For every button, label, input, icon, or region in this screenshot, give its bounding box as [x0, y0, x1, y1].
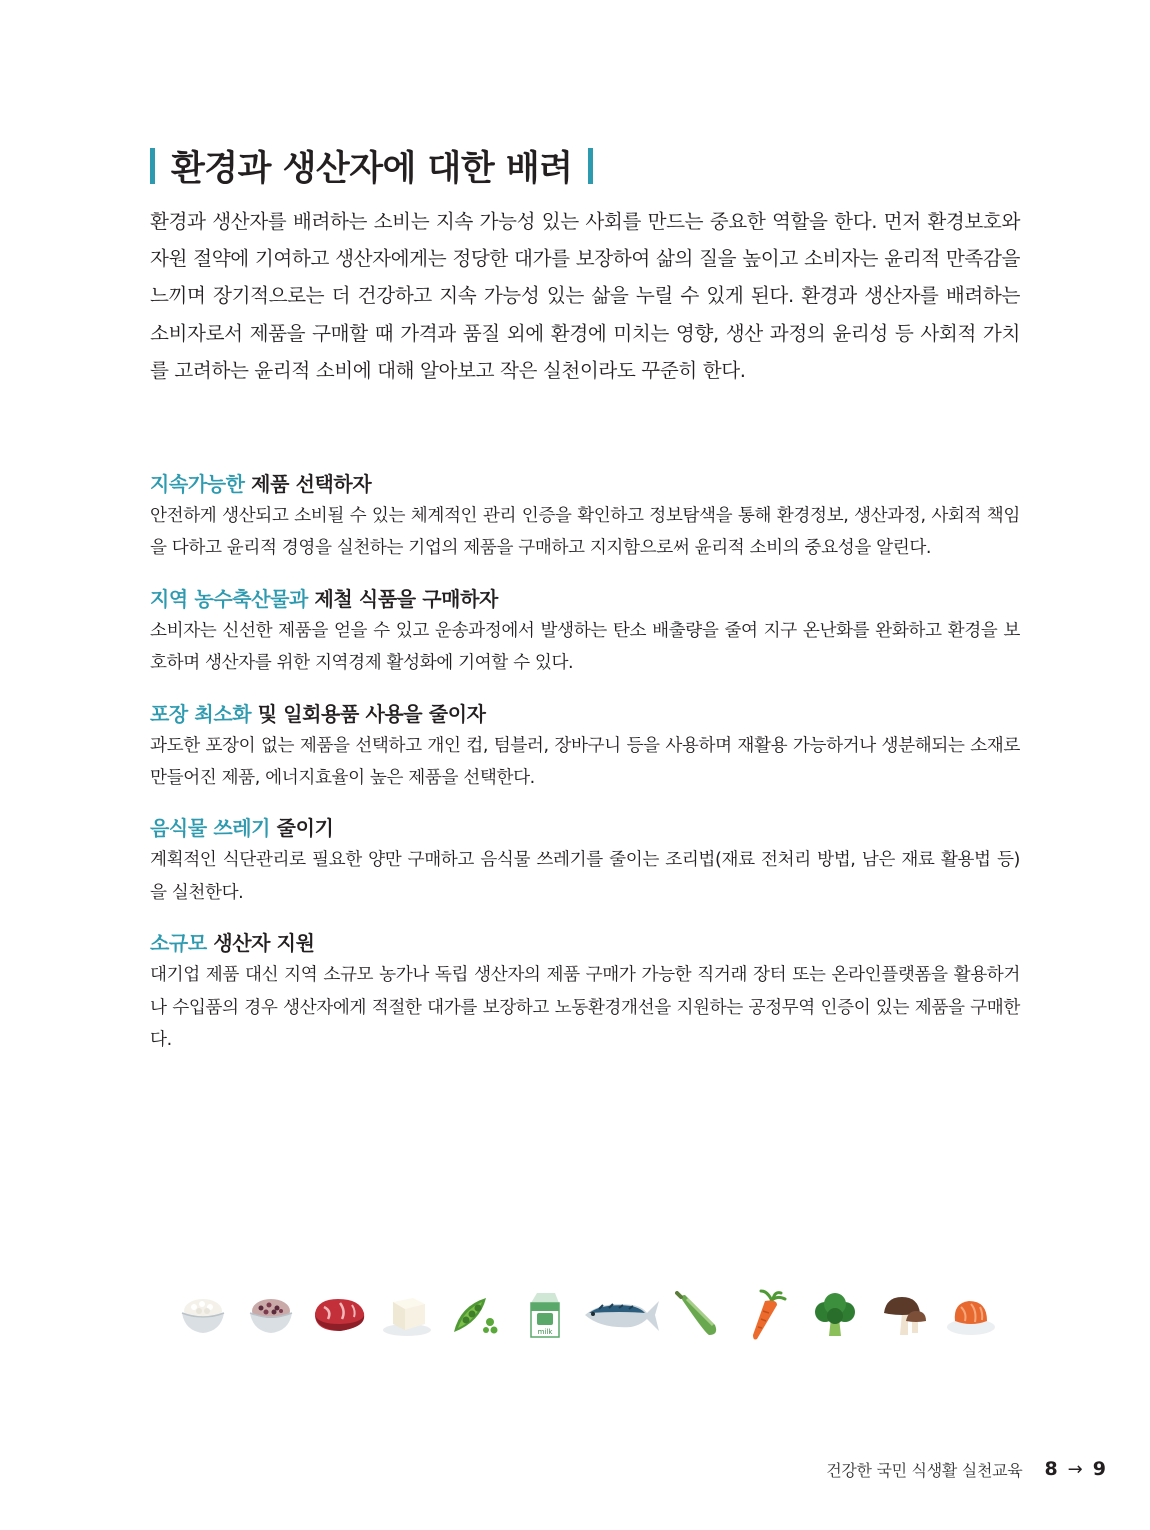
food-icon-strip: [172, 1284, 1002, 1346]
page-title: [150, 138, 593, 194]
section-body: 대기업 제품 대신 지역 소규모 농가나 독립 생산자의 제품 구매가 가능한 직거래 장터 또는 온라인플랫폼을 활용하거나 수입품의 경우 생산자에게 적절한 대가를 보장하고 노동환경개선을 지원하는 공정무역 인증이 있는 제품을 구매한다.: [150, 965, 1020, 1051]
page-footer: [826, 1454, 1106, 1484]
title-bar-right: [588, 148, 593, 184]
zucchini-icon: [668, 1285, 730, 1345]
section-local-seasonal-food: [150, 583, 1020, 680]
section-heading: [150, 698, 1020, 730]
carrot-icon: [736, 1285, 798, 1345]
title-bar-left: [150, 148, 155, 184]
intro-paragraph: 환경과 생산자를 배려하는 소비는 지속 가능성 있는 사회를 만드는 중요한 역할을 한다. 먼저 환경보호와 자원 절약에 기여하고 생산자에게는 정당한 대가를 보장하여 삶의 질을 높이고 소비자는 윤리적 만족감을 느끼며 장기적으로는 더 건강하고 지속 가능성 있는 삶을 누릴 수 있게 된다. 환경과 생산자를 배려하는 소비자로서 제품을 구매할 때 가격과 품질 외에 환경에 미치는 영향, 생산 과정의 윤리성 등 사회적 가치를 고려하는 윤리적 소비에 대해 알아보고 작은 실천이라도 꾸준히 한다.: [150, 210, 1020, 382]
section-heading: [150, 812, 1020, 844]
footer-publication-title: 건강한 국민 식생활 실천교육: [826, 1460, 1023, 1480]
section-heading-accent: 지역 농수축산물과: [150, 586, 308, 611]
section-heading-rest: 생산자 지원: [206, 931, 315, 956]
section-heading-accent: 음식물 쓰레기: [150, 816, 271, 841]
sections-list: [150, 468, 1020, 1074]
tofu-icon: [376, 1285, 438, 1345]
rice-bowl-icon: [172, 1285, 234, 1345]
section-heading-rest: 및 일회용품 사용을 줄이자: [251, 701, 486, 726]
footer-page-right: 9: [1092, 1458, 1106, 1480]
multigrain-rice-bowl-icon: [240, 1285, 302, 1345]
milk-label: milk: [537, 1328, 553, 1336]
section-minimize-packaging: [150, 698, 1020, 795]
milk-carton-icon: [512, 1285, 574, 1345]
section-heading-rest: 줄이기: [270, 816, 334, 841]
raw-meat-icon: [308, 1285, 370, 1345]
section-support-small-producers: [150, 927, 1020, 1056]
pea-pod-icon: [444, 1285, 506, 1345]
broccoli-icon: [804, 1285, 866, 1345]
section-heading: [150, 468, 1020, 500]
mushroom-icon: [872, 1285, 934, 1345]
page-title-text: 환경과 생산자에 대한 배려: [171, 149, 573, 189]
section-body: 과도한 포장이 없는 제품을 선택하고 개인 컵, 텀블러, 장바구니 등을 사용하며 재활용 가능하거나 생분해되는 소재로 만들어진 제품, 에너지효율이 높은 제품을 선택한다.: [150, 735, 1020, 789]
salmon-fillet-icon: [940, 1285, 1002, 1345]
section-heading-rest: 제철 식품을 구매하자: [307, 586, 498, 611]
section-body: 소비자는 신선한 제품을 얻을 수 있고 운송과정에서 발생하는 탄소 배출량을 줄여 지구 온난화를 완화하고 환경을 보호하며 생산자를 위한 지역경제 활성화에 기여할 수 있다.: [150, 620, 1020, 674]
section-body: 계획적인 식단관리로 필요한 양만 구매하고 음식물 쓰레기를 줄이는 조리법(재료 전처리 방법, 남은 재료 활용법 등)을 실천한다.: [150, 850, 1020, 903]
section-heading: [150, 927, 1020, 959]
section-sustainable-products: [150, 468, 1020, 565]
section-heading-rest: 제품 선택하자: [244, 472, 372, 496]
mackerel-icon: [580, 1285, 662, 1345]
section-heading: [150, 583, 1020, 615]
section-body: 안전하게 생산되고 소비될 수 있는 체계적인 관리 인증을 확인하고 정보탐색을 통해 환경정보, 생산과정, 사회적 책임을 다하고 윤리적 경영을 실천하는 기업의 제품을 구매하고 지지함으로써 윤리적 소비의 중요성을 알린다.: [150, 506, 1020, 559]
arrow-right-icon: →: [1067, 1458, 1083, 1480]
section-heading-accent: 소규모: [150, 931, 207, 956]
section-heading-accent: 지속가능한: [150, 472, 245, 496]
section-heading-accent: 포장 최소화: [150, 701, 252, 726]
footer-page-left: 8: [1044, 1458, 1058, 1480]
section-reduce-food-waste: [150, 812, 1020, 909]
